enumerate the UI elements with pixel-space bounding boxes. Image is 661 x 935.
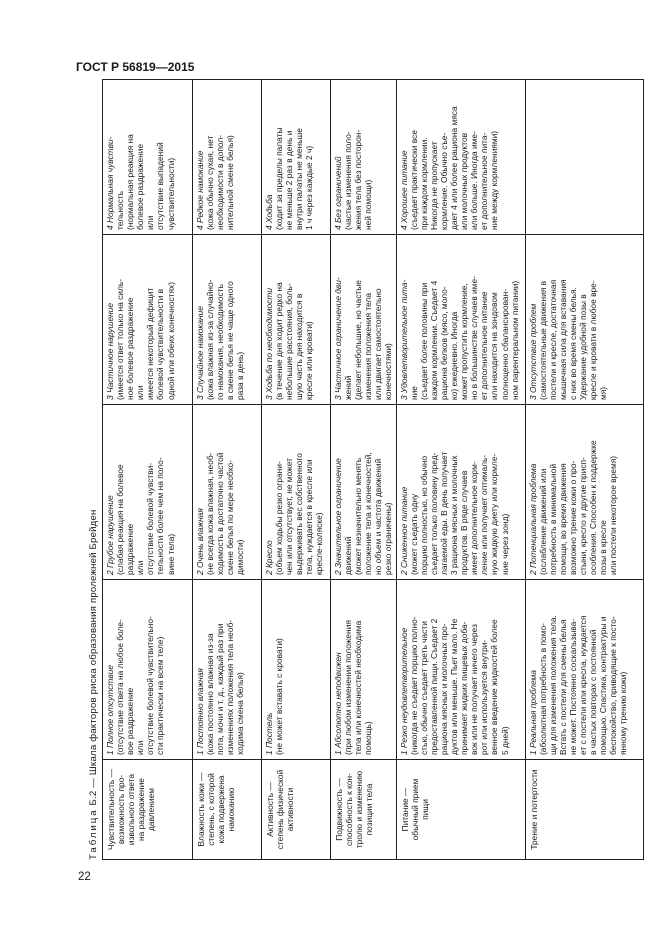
risk-factor-line: Чувствительность — [106,768,116,851]
score-description-line: (ходит за пределы палаты [274,127,285,230]
page-number: 22 [78,871,91,883]
score-description-line: ходимость в достаточно частой [215,452,226,575]
score-cell [525,405,643,580]
score-description-line: дает 4 или более рациона мяса [449,106,460,230]
score-description-line: жений [343,375,354,400]
score-cell [193,80,262,235]
risk-factor-line: намоканию [226,787,237,832]
score-description-line: нительной смене белья) [225,135,236,230]
risk-factor-line: степень, с которой [206,773,217,846]
risk-factor-line: Влажность кожи — [196,772,206,847]
score-description-line: рациона белков (мясо, моло- [438,286,449,400]
score-description-line: Удержание удобной позы в [578,294,589,400]
risk-factor-line: Питание — [399,787,410,832]
score-description-line: или постели некоторое время) [608,455,619,575]
score-cell [193,405,262,580]
score-title: 4 Хорошее питание [398,150,409,230]
score-description-line: дуктов или меньше. Пьет мало. Не [449,618,460,755]
score-cell [193,580,262,760]
score-description-line: помощи, во время движения [557,463,568,575]
score-description-line: положение тела и конечностей, [363,452,374,575]
score-description-line: тельности более чем на поло- [155,457,166,575]
score-description-line: янному трению кожи) [618,671,629,755]
table-row [396,80,525,860]
score-description-line: (кожа влажная из-за случайно- [205,279,216,400]
score-title: 4 Нормальная чувстви- [105,136,115,230]
score-description-line: изменениях положения тела необ- [225,619,236,755]
score-cell [193,235,262,405]
score-description-line: небольшие расстояния, боль- [284,283,295,400]
score-description-line: кресле-коляске) [314,512,325,575]
score-description-line: отсутствие болевой чувстви- [145,462,156,575]
score-description-line: или больше. Иногда име- [469,131,480,230]
risk-factor-line: активности [285,787,296,832]
risk-factor-cell [193,760,262,860]
score-description-line: вое раздражение [125,687,136,755]
score-description-line: (кожа постоянно влажная из-за [205,633,216,755]
score-title: 2 Очень влажная [195,508,205,575]
table-row [193,80,262,860]
score-cell [103,405,193,580]
score-title: 1 Абсолютно неподвижен [333,652,343,755]
score-description-line: сти практически на всем теле) [155,636,166,755]
score-description-line: чен или отсутствует, не может [284,458,295,575]
score-description-line: съедает только половину пред- [428,452,439,575]
table-row [262,80,331,860]
score-cell [396,80,525,235]
score-cell [103,235,193,405]
score-description-line: щи для изменения положения тела. [547,615,558,755]
score-description-line: кресле и кровати в любое вре- [588,280,599,400]
table-body [103,80,644,860]
table-caption [86,80,102,860]
score-description-line: (имеется ответ только на силь- [115,279,126,400]
risk-factor-cell [525,760,643,860]
score-description-line: внутри палаты не меньше [294,128,305,230]
score-cell [103,80,193,235]
score-description-line: с них во время смены белья. [567,287,578,400]
score-description-line: в смене белья не чаще одного [225,281,236,400]
score-title: 1 Постель [264,712,274,755]
score-description-line: тела, нуждается в кресле или [304,459,315,575]
score-title: 3 Ходьба по необходимости [264,288,274,400]
score-description-line: ление или получает оптималь- [479,454,490,575]
score-description-line: постели и кресле, достаточная [547,279,558,400]
risk-factor-line: позиции тела [364,783,375,836]
risk-factor-line: извольного ответа [126,773,137,846]
score-description-line: 1 ч через каждые 2 ч) [304,145,315,230]
score-description-line: ет дополнительное питание [479,291,490,400]
score-description-line: но в большинстве случаев име- [469,276,480,400]
score-cell [525,580,643,760]
score-title: 1 Полное отсутствие [105,664,115,755]
score-description-line: ходима смена белья) [235,672,246,755]
score-description-line: тела или конечностей необходима [353,620,364,755]
score-description-line: но объем и частота движений [373,458,384,575]
document-header: ГОСТ Р 56819—2015 [76,60,195,74]
score-description-line: (отсутствие ответа на любое боле- [115,619,126,755]
score-description-line: ко) ежедневно. Иногда [449,311,460,400]
score-description-line: резко ограничены) [383,502,394,575]
score-description-line: полноценно сбалансирован- [499,288,510,400]
score-cell [103,580,193,760]
score-title: 3 Удовлетворительное пита- [398,279,409,400]
score-cell [525,80,643,235]
score-description-line: продуктов. В ряде случаев [459,470,470,575]
risk-factor-cell [103,760,193,860]
score-description-line: (делает небольшие, но частые [353,280,364,400]
score-description-line: ние через зонд) [499,513,510,575]
score-description-line: ние [408,386,419,400]
braden-scale-table [102,79,644,860]
score-title: 2 Грубое нарушение [105,495,115,575]
score-title: 1 Постоянно влажная [195,668,205,755]
score-title: 1 Реальная проблема [527,670,538,755]
score-description-line: лагаемой еды. В день получает [438,451,449,575]
risk-factor-line: тролю и изменению [354,770,365,849]
score-description-line: раздражение [125,523,136,575]
risk-factor-line: на раздражение [136,778,147,841]
score-title: 2 Потенциальная проблема [527,463,538,575]
score-description-line: (съедает более половины при [418,282,429,400]
score-description-line: стыни, кресло и другие присп- [578,457,589,575]
score-description-line: ние между кормлениями) [489,130,500,230]
risk-factor-line: обычный прием [409,778,420,841]
risk-factor-line: способность к кон- [344,773,355,846]
score-description-line: го намокания, необходимость [215,284,226,400]
score-description-line: ном парентеральном питании) [509,280,520,400]
score-description-line: отсутствие выпадений [155,142,166,230]
score-description-line: (может съедать одну [408,493,419,575]
score-description-line: рот или используется внутри- [479,639,490,755]
rotated-table-container [86,80,629,860]
score-description-line: позы в кресле [598,520,609,575]
score-description-line: (ослабление движений или [537,468,548,575]
risk-factor-cell [396,760,525,860]
score-description-line: возможно трение кожи о про- [567,460,578,575]
risk-factor-cell [331,760,397,860]
score-description-line: мя) [598,386,609,400]
score-description-line: или [135,385,146,400]
risk-factor-line: возможность про- [116,774,127,845]
score-title: 1 Резко неудовлетворительное [398,627,409,755]
score-description-line: (в течение дня ходит редко на [274,282,285,400]
score-description-line: 5 дней) [499,726,510,755]
table-caption-text: Б.2 — Шкала факторов риска образования пролежней Брейден [88,509,99,809]
risk-factor-line: давлением [146,787,157,832]
score-description-line: каждом кормлении. Съедает 4 [428,280,439,400]
score-description-line: предоставленной пищи. Съедает 2 [428,618,439,755]
score-description-line: ную жидкую диету или кормле- [489,453,500,575]
score-description-line: потребность в минимальной [547,463,558,575]
score-description-line: чувствительности) [165,157,176,230]
score-title: 4 Ходьба [264,194,274,230]
score-description-line: при каждом кормлении. [418,137,429,230]
score-description-line: (частые изменения поло- [343,131,354,230]
score-description-line: помощью. Спастика, контрактуры и [598,616,609,755]
score-description-line: особления. Способен к поддержке [588,440,599,575]
score-cell [331,235,397,405]
score-description-line: (слабая реакция на болевое [115,464,126,575]
score-description-line: ней помощи) [363,179,374,230]
table-row [331,80,397,860]
score-description-line: одной или обеих конечностях) [165,281,176,400]
score-description-line: (не всегда кожа влажная, необ- [205,452,216,575]
risk-factor-line: кожа подвержена [216,775,227,844]
score-description-line: (может незначительно менять [353,457,364,575]
score-description-line: конечностями) [383,343,394,400]
score-description-line: (самостоятельные движения в [537,280,548,400]
score-title: 4 Без ограничений [333,156,343,230]
score-description-line: (объем ходьбы резко ограни- [274,461,285,575]
score-description-line: тельность [115,190,126,230]
score-description-line: вок или не получает ничего через [469,623,480,755]
score-cell [331,80,397,235]
score-cell [262,580,331,760]
score-description-line: ное болевое раздражение [125,297,136,400]
score-description-line: выдерживать вес собственного [294,453,305,575]
score-description-line: рациона мясных и молочных про- [438,623,449,755]
score-description-line: может пропустить кормление, [459,283,470,400]
table-row [103,80,193,860]
score-description-line: беспокойство, приводящие к посто- [608,616,619,755]
score-description-line: болевое раздражение [135,143,146,230]
score-title: 4 Редкое намокание [195,150,205,230]
score-title: 3 Случайное намокание [195,306,205,400]
score-title: 3 Частичное ограничение дви- [333,277,343,400]
score-description-line: шую часть дня находится в [294,293,305,400]
score-description-line: кормление. Обычно съе- [438,132,449,230]
score-cell [262,80,331,235]
score-title: 3 Частичное нарушение [105,302,115,400]
score-description-line: не может. Постоянно соскальзыва- [567,618,578,755]
table-row [525,80,643,860]
score-cell [262,405,331,580]
score-description-line: помощь) [363,721,374,755]
score-description-line: принимает жидких пищевых доба- [459,621,470,755]
score-description-line: имеется некоторый дефицит [145,287,156,400]
score-description-line: (съедает практически все [408,130,419,230]
score-description-line: (никогда не съедает порцию полно- [408,616,419,755]
score-cell [262,235,331,405]
table-caption-label: Таблица [88,808,99,860]
score-title: 3 Отсутствие проблем [527,303,538,400]
score-description-line: или [135,560,146,575]
score-description-line: жения тела без посторон- [353,129,364,230]
score-description-line: стью, обычно съедает треть части [418,621,429,755]
score-description-line: Никогда не пропускает [428,141,439,230]
score-description-line: венное введение жидкостей более [489,619,500,755]
score-description-line: необходимости в допол- [215,134,226,230]
score-description-line: (не может вставать с кровати) [274,638,285,755]
score-description-line: болевой чувствительности в [155,288,166,400]
score-description-line: или двигает самостоятельно [373,288,384,400]
score-cell [331,580,397,760]
risk-factor-line: Активность — [265,782,275,837]
score-description-line: (нормальная реакция на [125,134,136,230]
score-description-line: отсутствие болевой чувствительно- [145,616,156,755]
score-description-line: пота, мочи и т. д., каждый раз при [215,623,226,755]
risk-factor-cell [262,760,331,860]
score-title: 2 Значительное ограничение [333,458,343,575]
score-title: 2 Кресло [264,540,274,575]
score-description-line: (абсолютная потребность в помо- [537,623,548,755]
score-description-line: порцию полностью, но обычно [418,455,429,575]
score-description-line: мышечная сила для вставания [557,279,568,400]
score-description-line: Встать с постели для смены белья [557,619,568,755]
score-cell [396,580,525,760]
risk-factor-line: Трение и потертости [528,769,539,850]
score-description-line: 3 рациона мясных и молочных [449,455,460,575]
score-cell [396,235,525,405]
risk-factor-line: пищи [419,799,430,820]
score-description-line: вине тела) [165,533,176,575]
score-title: 2 Сниженное питание [398,486,409,575]
score-description-line: раза в день) [235,351,246,400]
score-description-line: имеет дополнительное корм- [469,461,480,575]
score-description-line: смене белья по мере необхо- [225,460,236,575]
score-description-line: ет дополнительное пита- [479,132,490,230]
score-description-line: (при любом изменении положения [343,620,354,755]
score-description-line: или молочных продуктов [459,132,470,230]
score-description-line: движений [343,536,354,575]
score-description-line: в частых повторах с постоянной [588,629,599,755]
score-description-line: димости) [235,539,246,575]
score-description-line: (кожа обычно сухая, нет [205,135,216,230]
score-cell [331,405,397,580]
score-description-line: не меньше 2 раз в день и [284,130,295,230]
score-description-line: или [145,215,156,230]
score-description-line: кресле или кровати) [304,321,315,400]
risk-factor-line: степень физической [275,769,286,850]
score-description-line: изменения положения тела [363,292,374,400]
score-description-line: или находится на зондовом [489,292,500,400]
score-cell [396,405,525,580]
risk-factor-line: Подвижность — [334,778,344,841]
score-description-line: или [135,740,146,755]
score-description-line: ет с постели или кресла, нуждается [578,615,589,755]
score-cell [525,235,643,405]
